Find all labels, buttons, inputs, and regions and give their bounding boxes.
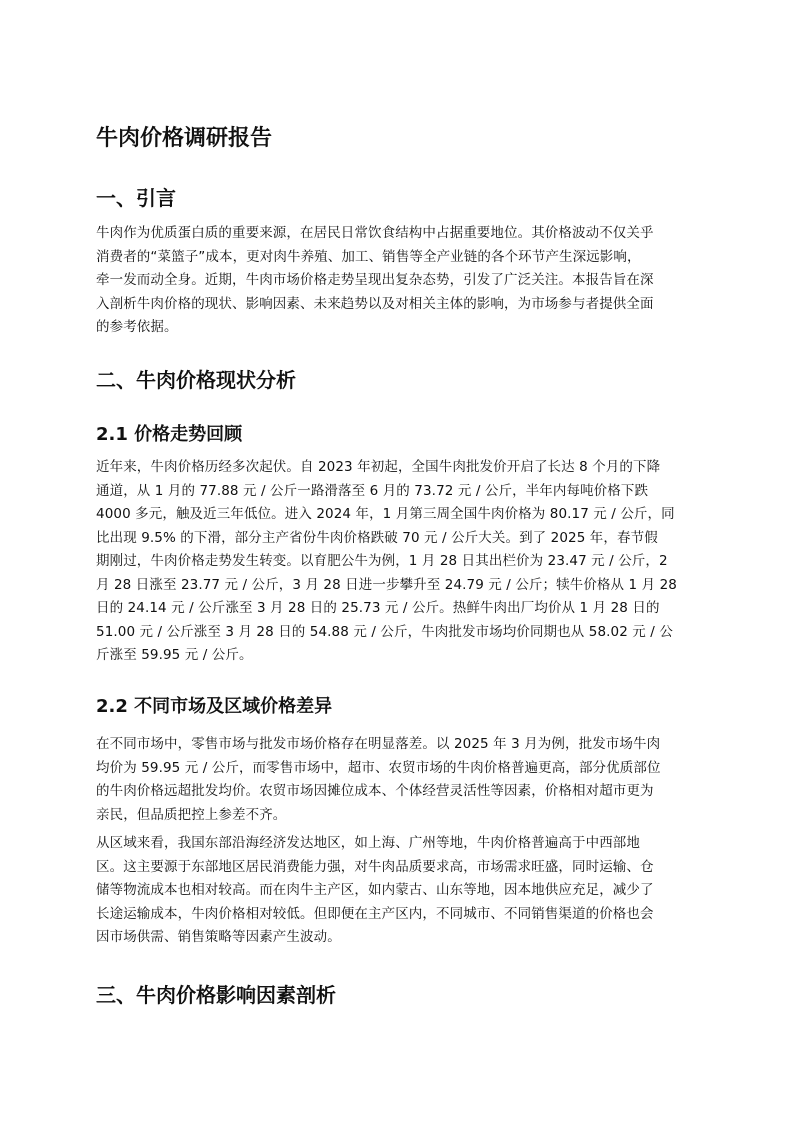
paragraph-line: 从区域来看，我国东部沿海经济发达地区，如上海、广州等地，牛肉价格普遍高于中西部地: [96, 835, 640, 851]
paragraph-line: 长途运输成本，牛肉价格相对较低。但即便在主产区内，不同城市、不同销售渠道的价格也会: [96, 905, 654, 922]
paragraph-line: 在不同市场中，零售市场与批发市场价格存在明显落差。以 2025 年 3 月为例，批发市场牛肉: [96, 736, 661, 752]
paragraph-regional-differences: [96, 832, 700, 950]
paragraph-line: 牵一发而动全身。近期，牛肉市场价格走势呈现出复杂态势，引发了广泛关注。本报告旨在深: [96, 272, 654, 288]
section-heading-influencing-factors: 三、牛肉价格影响因素剖析: [96, 983, 336, 1007]
subsection-heading-price-trend: 2.1 价格走势回顾: [96, 424, 243, 445]
section-heading-introduction: 一、引言: [96, 186, 176, 210]
paragraph-line: 区。这主要源于东部地区居民消费能力强，对牛肉品质要求高，市场需求旺盛，同时运输、仓: [96, 858, 654, 875]
document-title: 牛肉价格调研报告: [96, 126, 273, 151]
paragraph-line: 月 28 日涨至 23.77 元 / 公斤，3 月 28 日进一步攀升至 24.79 元 / 公斤；犊牛价格从 1 月 28: [96, 576, 677, 593]
paragraph-line: 入剖析牛肉价格的现状、影响因素、未来趋势以及对相关主体的影响，为市场参与者提供全面: [96, 295, 654, 312]
paragraph-line: 储等物流成本也相对较高。而在肉牛主产区，如内蒙古、山东等地，因本地供应充足，减少了: [96, 882, 654, 898]
paragraph-line: 的牛肉价格远超批发均价。农贸市场因摊位成本、个体经营灵活性等因素，价格相对超市更为: [96, 783, 654, 799]
paragraph-line: 的参考依据。: [96, 319, 178, 335]
paragraph-market-differences: [96, 733, 700, 827]
subsection-heading-market-differences: 2.2 不同市场及区域价格差异: [96, 696, 333, 717]
paragraph-line: 期刚过，牛肉价格走势发生转变。以育肥公牛为例，1 月 28 日其出栏价为 23.47 元 / 公斤，2: [96, 553, 668, 569]
paragraph-line: 4000 多元，触及近三年低位。进入 2024 年，1 月第三周全国牛肉价格为 80.17 元 / 公斤，同: [96, 506, 675, 522]
paragraph-introduction: [96, 222, 700, 340]
section-heading-price-status: 二、牛肉价格现状分析: [96, 368, 296, 392]
paragraph-line: 均价为 59.95 元 / 公斤，而零售市场中，超市、农贸市场的牛肉价格普遍更高，部分优质部位: [96, 759, 661, 776]
paragraph-line: 比出现 9.5% 的下滑，部分主产省份牛肉价格跌破 70 元 / 公斤大关。到了 2025 年，春节假: [96, 529, 658, 546]
paragraph-price-trend: [96, 456, 700, 668]
paragraph-line: 牛肉作为优质蛋白质的重要来源，在居民日常饮食结构中占据重要地位。其价格波动不仅关乎: [96, 225, 654, 241]
paragraph-line: 斤涨至 59.95 元 / 公斤。: [96, 647, 253, 663]
paragraph-line: 因市场供需、销售策略等因素产生波动。: [96, 929, 341, 945]
paragraph-line: 近年来，牛肉价格历经多次起伏。自 2023 年初起，全国牛肉批发价开启了长达 8 个月的下降: [96, 459, 661, 475]
paragraph-line: 亲民，但品质把控上参差不齐。: [96, 806, 287, 823]
paragraph-line: 通道，从 1 月的 77.88 元 / 公斤一路滑落至 6 月的 73.72 元 / 公斤，半年内每吨价格下跌: [96, 482, 649, 499]
paragraph-line: 消费者的“菜篮子”成本，更对肉牛养殖、加工、销售等全产业链的各个环节产生深远影响，: [96, 248, 641, 265]
paragraph-line: 日的 24.14 元 / 公斤涨至 3 月 28 日的 25.73 元 / 公斤。热鲜牛肉出厂均价从 1 月 28 日的: [96, 600, 660, 616]
paragraph-line: 51.00 元 / 公斤涨至 3 月 28 日的 54.88 元 / 公斤，牛肉批发市场均价同期也从 58.02 元 / 公: [96, 623, 673, 640]
